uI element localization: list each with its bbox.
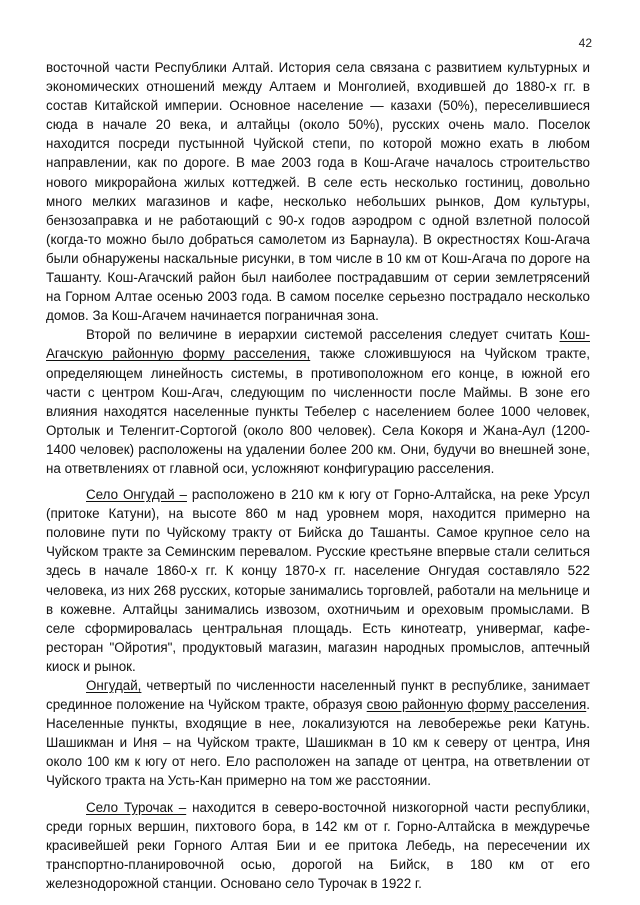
paragraph-text: четвертый по численности населенный пункт в республике, занимает срединное положение на Чуйском тракте, образуя [46,678,590,713]
paragraph-turochak-village [46,798,590,893]
paragraph-text: восточной части Республики Алтай. История села связана с развитием культурных и экономических отношений между Алтаем и Монголией, входившей до 1880-х гг. в состав Китайской империи. Основное население — казахи (50%), переселившиеся сюда в начале 20 века, и алтайцы (около 50%), русских очень мало. Поселок находится посреди пустынной Чуйской степи, по которой можно ехать в любом направлении, как по дороге. В мае 2003 года в Кош-Агаче началось строительство нового микрорайона жилых коттеджей. В селе есть несколько гостиниц, довольно много мелких магазинов и кафе, несколько небольших рынков, Дом культуры, бензозаправка и не работающий с 90-х годов аэродром с одной взлетной полосой (когда-то можно было добраться самолетом из Барнаула). В окрестностях Кош-Агача были обнаружены наскальные рисунки, в том числе в 10 км от Кош-Агача по дороге на Ташанту. Кош-Агачский район был наиболее пострадавшим от серии землетрясений на Горном Алтае осенью 2003 года. В самом поселке серьезно пострадало несколько домов. За Кош-Агачем начинается пограничная зона. [46,60,590,324]
paragraph-intro: Второй по величине в иерархии системой расселения следует считать [86,327,560,343]
underlined-term-district-form: свою районную форму расселения [366,697,587,713]
paragraph-ongudai-village [46,485,590,676]
paragraph-kosh-agach-history [46,58,590,325]
paragraph-text: находится в северо-восточной низкогорной части республики, среди горных вершин, пихтового бора, в 142 км от г. Горно-Алтайска в междуречье красивейшей реки Горного Алтая Бии и ее притока Лебедь, на пересечении их транспортно-планировочной осью, дорогой на Бийск, в 180 км от его железнодорожной станции. Основано село Турочак в 1922 г. [46,799,591,891]
paragraph-kosh-agach-settlement [46,325,590,478]
underlined-term-ongudai-village: Село Онгудай – [86,487,187,503]
paragraph-text: также сложившуюся на Чуйском тракте, определяющем линейность системы, в противоположном его конце, в южной его части с центром Кош-Агач, следующим по численности после Маймы. В зоне его влияния находятся населенные пункты Тебелер с населением более 1000 человек, Ортолык и Теленгит-Сортогой (около 800 человек). Села Кокоря и Жана-Аул (1200-1400 человек) расположены на удалении более 200 км. Они, будучи во внешней зоне, на ответвлениях от главной оси, усложняют конфигурацию расселения. [46,346,591,476]
paragraph-ongudai-settlement [46,676,590,791]
page-number: 42 [578,36,592,50]
underlined-term-kosh-agach-form: Кош-Агачскую районную форму расселения, [46,327,590,362]
underlined-term-ongudai: Онгудай, [86,678,142,693]
underlined-term-turochak-village: Село Турочак – [86,799,187,815]
paragraph-text: . Населенные пункты, входящие в нее, локализуются на левобережье реки Катунь. Шашикман и Иня – на Чуйском тракте, Шашикман в 10 км к северу от центра, Иня около 100 км к югу от него. Ело расположен на западе от центра, на ответвлении от Чуйского тракта на Усть-Кан примерно на том же расстоянии. [46,697,590,789]
document-body [46,58,590,893]
paragraph-text: расположено в 210 км к югу от Горно-Алтайска, на реке Урсул (притоке Катуни), на высоте 860 м над уровнем моря, находится примерно на половине пути по Чуйскому тракту от Бийска до Ташанты. Самое крупное село на Чуйском тракте за Семинским перевалом. Русские крестьяне впервые стали селиться здесь в начале 1860-х гг. К концу 1870-х гг. население Онгудая составляло 522 человека, из них 268 русских, которые занимались торговлей, работали на мельнице и в кожевне. Алтайцы занимались извозом, охотничьим и ореховым промыслами. В селе сформировалась центральная площадь. Есть кинотеатр, универмаг, кафе-ресторан "Ойротия", продуктовый магазин, магазин народных промыслов, аптечный киоск и рынок. [46,487,590,674]
